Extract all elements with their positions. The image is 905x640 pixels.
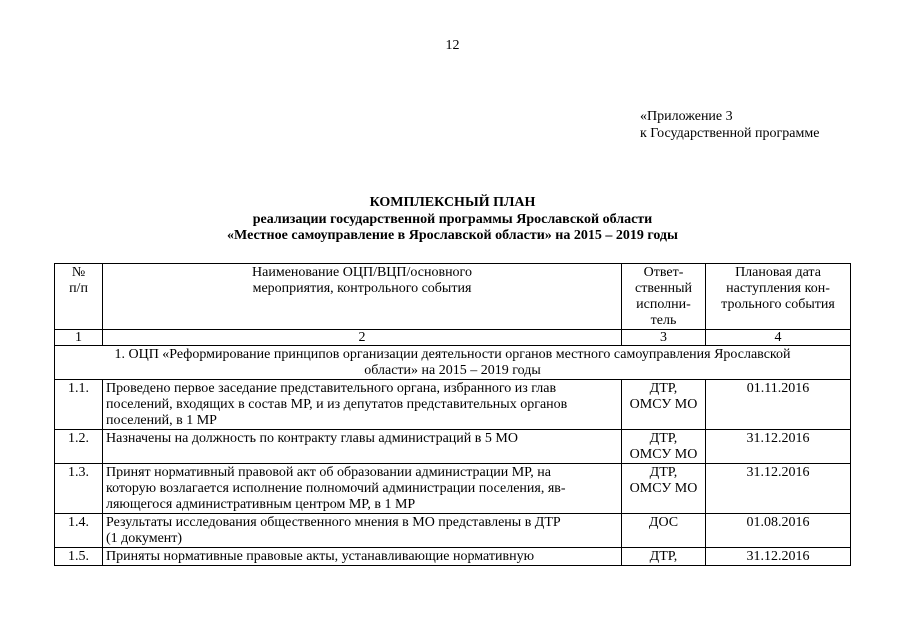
appendix-line-2: к Государственной программе (640, 126, 820, 141)
header-num-line: п/п (69, 281, 88, 296)
appendix-line-1: «Приложение 3 (640, 109, 733, 124)
header-responsible-line: тель (650, 313, 677, 328)
header-date-line: наступления кон- (726, 281, 830, 296)
title-line-3: «Местное самоуправление в Ярославской области» на 2015 – 2019 годы (227, 228, 678, 243)
row-name-line: (1 документ) (106, 531, 183, 546)
row-num: 1.1. (55, 380, 103, 430)
header-responsible-line: исполни- (636, 297, 691, 312)
row-name-line: Приняты нормативные правовые акты, устанавливающие нормативную (106, 549, 535, 564)
section-line: области» на 2015 – 2019 годы (364, 363, 541, 378)
row-name-line: Принят нормативный правовой акт об образовании администрации МР, на (106, 465, 551, 480)
header-responsible (622, 264, 706, 330)
row-responsible-line: ОМСУ МО (629, 447, 698, 462)
appendix-note (640, 108, 819, 142)
index-cell: 3 (622, 330, 706, 346)
row-responsible (622, 380, 706, 430)
table-header-row (55, 264, 851, 330)
index-cell: 1 (55, 330, 103, 346)
row-name (103, 430, 622, 464)
header-name (103, 264, 622, 330)
table-row (55, 514, 851, 548)
row-date: 31.12.2016 (706, 464, 851, 514)
header-num (55, 264, 103, 330)
section-line: 1. ОЦП «Реформирование принципов организации деятельности органов местного самоуправления Ярославской (114, 347, 791, 362)
row-num: 1.4. (55, 514, 103, 548)
row-responsible-line: ОМСУ МО (629, 481, 698, 496)
row-num: 1.5. (55, 548, 103, 566)
row-date: 31.12.2016 (706, 430, 851, 464)
row-date: 01.08.2016 (706, 514, 851, 548)
header-date (706, 264, 851, 330)
row-name-line: Результаты исследования общественного мнения в МО представлены в ДТР (106, 515, 561, 530)
title-line-1: КОМПЛЕКСНЫЙ ПЛАН (369, 195, 536, 210)
table-row (55, 464, 851, 514)
header-date-line: трольного события (721, 297, 835, 312)
row-name-line: которую возлагается исполнение полномочий администрации поселения, яв- (106, 481, 566, 496)
index-cell: 2 (103, 330, 622, 346)
row-num: 1.3. (55, 464, 103, 514)
table-row (55, 430, 851, 464)
row-responsible-line: ОМСУ МО (629, 397, 698, 412)
row-name-line: ляющегося административным центром МР, в 1 МР (106, 497, 416, 512)
table-row (55, 380, 851, 430)
row-name (103, 380, 622, 430)
row-name-line: поселений, в 1 МР (106, 413, 217, 428)
row-responsible (622, 464, 706, 514)
row-name (103, 514, 622, 548)
row-name (103, 548, 622, 566)
section-row (55, 346, 851, 380)
row-num: 1.2. (55, 430, 103, 464)
header-date-line: Плановая дата (735, 265, 821, 280)
row-name-line: поселений, входящих в состав МР, и из депутатов представительных органов (106, 397, 568, 412)
row-date: 01.11.2016 (706, 380, 851, 430)
row-responsible-line: ДТР, (649, 465, 678, 480)
header-responsible-line: Ответ- (643, 265, 684, 280)
row-date: 31.12.2016 (706, 548, 851, 566)
index-cell: 4 (706, 330, 851, 346)
plan-table (54, 263, 851, 566)
document-title (0, 195, 905, 245)
row-name (103, 464, 622, 514)
row-name-line: Проведено первое заседание представительного органа, избранного из глав (106, 381, 557, 396)
page-number: 12 (445, 38, 460, 53)
row-responsible-line: ДТР, (649, 431, 678, 446)
row-responsible (622, 430, 706, 464)
row-responsible (622, 514, 706, 548)
row-responsible-line: ДТР, (649, 549, 678, 564)
row-responsible-line: ДТР, (649, 381, 678, 396)
header-name-line: Наименование ОЦП/ВЦП/основного (252, 265, 472, 280)
column-index-row (55, 330, 851, 346)
title-line-2: реализации государственной программы Ярославской области (252, 211, 653, 227)
table-row (55, 548, 851, 566)
section-heading (55, 346, 851, 380)
header-responsible-line: ственный (635, 281, 692, 296)
header-num-line: № (71, 265, 86, 280)
row-responsible-line: ДОС (648, 515, 679, 530)
row-name-line: Назначены на должность по контракту главы администраций в 5 МО (106, 431, 518, 446)
row-responsible (622, 548, 706, 566)
header-name-line: мероприятия, контрольного события (252, 281, 472, 296)
